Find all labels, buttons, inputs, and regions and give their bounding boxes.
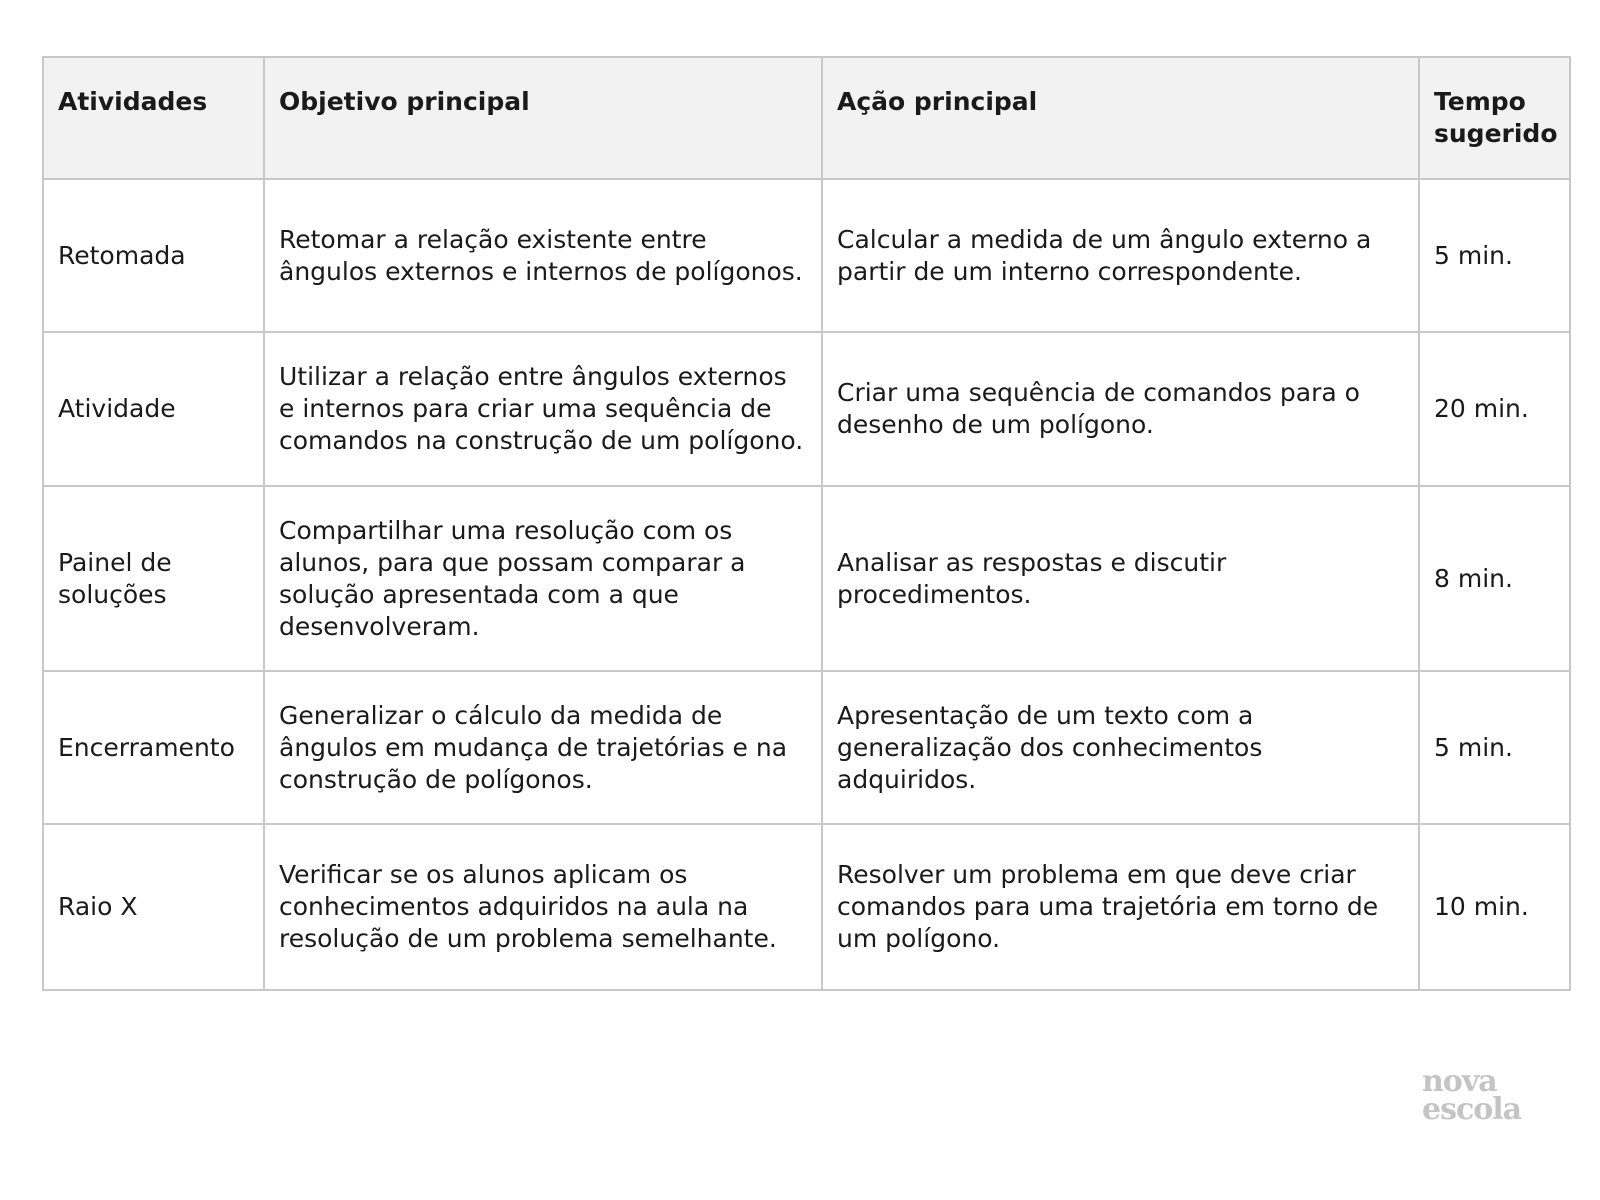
header-acao: Ação principal <box>822 57 1419 179</box>
table-row <box>43 179 1570 332</box>
cell-acao: Criar uma sequência de comandos para o desenho de um polígono. <box>822 332 1419 486</box>
logo-line-nova: nova <box>1422 1064 1497 1099</box>
cell-acao: Calcular a medida de um ângulo externo a partir de um interno correspondente. <box>822 179 1419 332</box>
table-row <box>43 671 1570 824</box>
cell-objetivo: Utilizar a relação entre ângulos externos e internos para criar uma sequência de comandos na construção de um polígono. <box>264 332 822 486</box>
table-header-row <box>43 57 1570 179</box>
cell-objetivo: Compartilhar uma resolução com os alunos, para que possam comparar a solução apresentada com a que desenvolveram. <box>264 486 822 671</box>
table-row <box>43 332 1570 486</box>
cell-objetivo: Generalizar o cálculo da medida de ângulos em mudança de trajetórias e na construção de polígonos. <box>264 671 822 824</box>
cell-atividade: Retomada <box>43 179 264 332</box>
cell-atividade: Encerramento <box>43 671 264 824</box>
cell-tempo: 5 min. <box>1419 671 1570 824</box>
table-row <box>43 824 1570 990</box>
cell-tempo: 5 min. <box>1419 179 1570 332</box>
cell-acao: Resolver um problema em que deve criar comandos para uma trajetória em torno de um polígono. <box>822 824 1419 990</box>
logo-line-escola: escola <box>1422 1092 1522 1127</box>
cell-objetivo: Retomar a relação existente entre ângulos externos e internos de polígonos. <box>264 179 822 332</box>
header-objetivo: Objetivo principal <box>264 57 822 179</box>
cell-tempo: 20 min. <box>1419 332 1570 486</box>
cell-atividade: Painel de soluções <box>43 486 264 671</box>
cell-atividade: Raio X <box>43 824 264 990</box>
lesson-plan-table <box>42 56 1571 991</box>
cell-acao: Apresentação de um texto com a generalização dos conhecimentos adquiridos. <box>822 671 1419 824</box>
table-row <box>43 486 1570 671</box>
nova-escola-logo <box>1422 1064 1542 1127</box>
cell-tempo: 10 min. <box>1419 824 1570 990</box>
cell-acao: Analisar as respostas e discutir procedimentos. <box>822 486 1419 671</box>
header-atividades: Atividades <box>43 57 264 179</box>
cell-tempo: 8 min. <box>1419 486 1570 671</box>
cell-atividade: Atividade <box>43 332 264 486</box>
header-tempo: Tempo sugerido <box>1419 57 1570 179</box>
cell-objetivo: Verificar se os alunos aplicam os conhecimentos adquiridos na aula na resolução de um problema semelhante. <box>264 824 822 990</box>
